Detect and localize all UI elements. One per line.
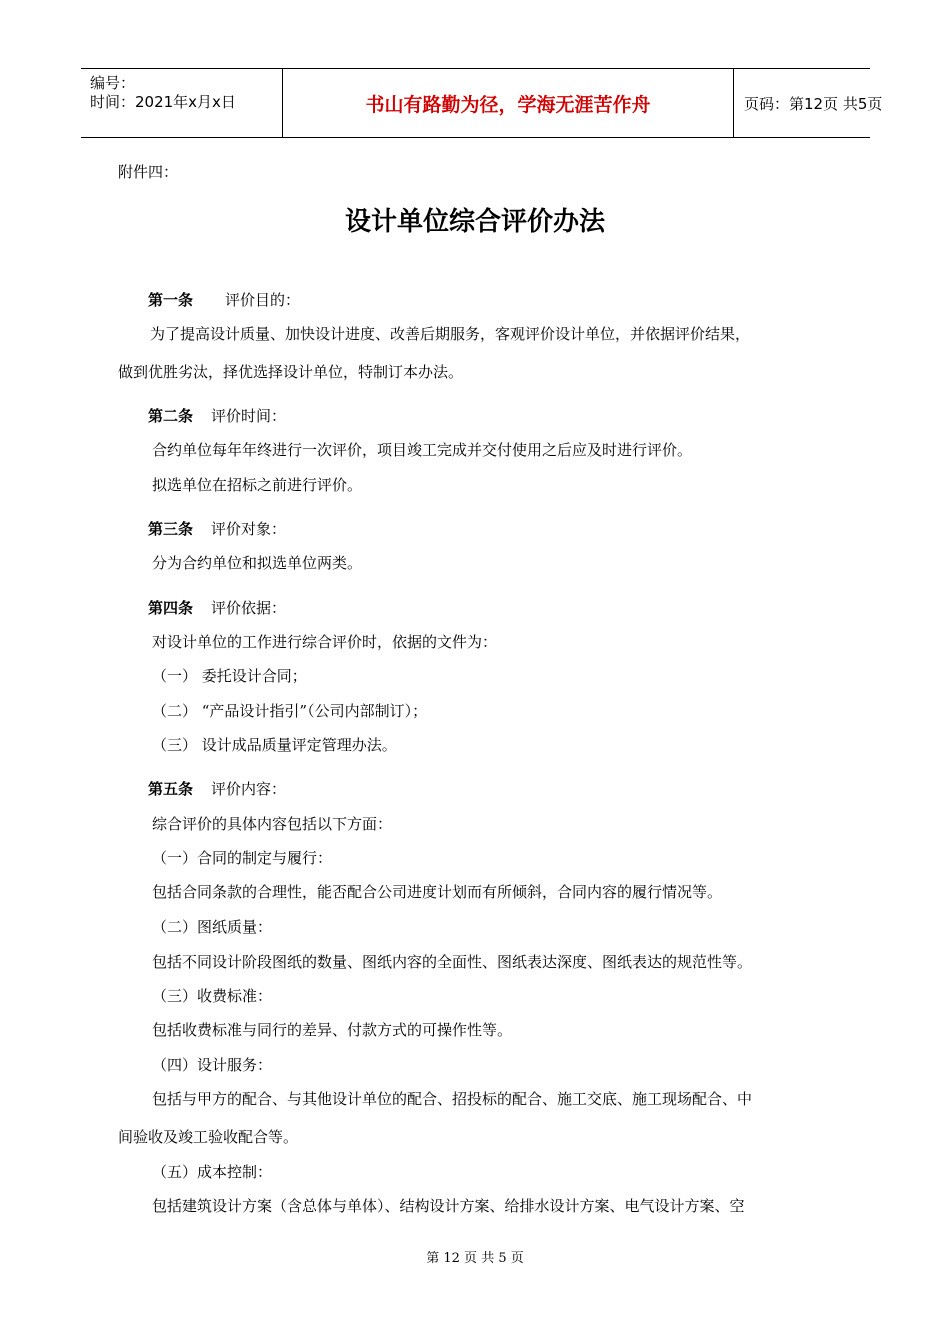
list-item: （一） 委托设计合同；	[152, 667, 307, 685]
paragraph: 合约单位每年年终进行一次评价，项目竣工完成并交付使用之后应及时进行评价。	[152, 441, 693, 459]
section-heading: （二）图纸质量：	[152, 918, 273, 936]
paragraph: 对设计单位的工作进行综合评价时，依据的文件为：	[152, 633, 498, 651]
list-item: （二） “产品设计指引”（公司内部制订）；	[152, 702, 428, 720]
paragraph: 综合评价的具体内容包括以下方面：	[152, 815, 393, 833]
paragraph: 包括收费标准与同行的差异、付款方式的可操作性等。	[152, 1021, 513, 1039]
paragraph: 做到优胜劣汰，择优选择设计单位，特制订本办法。	[118, 363, 464, 381]
article-3-title: 评价对象：	[211, 520, 287, 538]
attachment-label: 附件四：	[118, 163, 179, 181]
document-title: 设计单位综合评价办法	[344, 207, 605, 237]
article-5-label: 第五条	[148, 780, 194, 798]
article-3-heading	[148, 519, 286, 539]
header-page-code: 页码：第12页 共5页	[744, 95, 883, 113]
article-4-label: 第四条	[148, 599, 194, 617]
article-4-title: 评价依据：	[211, 599, 287, 617]
article-2-heading	[148, 406, 286, 426]
article-1-title: 评价目的：	[225, 291, 301, 309]
section-heading: （三）收费标准：	[152, 987, 273, 1005]
article-4-heading	[148, 598, 286, 618]
paragraph: 为了提高设计质量、加快设计进度、改善后期服务，客观评价设计单位，并依据评价结果，	[150, 325, 751, 343]
paragraph: 拟选单位在招标之前进行评价。	[152, 476, 363, 494]
paragraph: 包括不同设计阶段图纸的数量、图纸内容的全面性、图纸表达深度、图纸表达的规范性等。	[152, 953, 753, 971]
header-motto: 书山有路勤为径，学海无涯苦作舟	[365, 94, 651, 116]
page-footer: 第 12 页 共 5 页	[426, 1251, 524, 1266]
header-motto-cell	[282, 69, 734, 137]
paragraph: 包括合同条款的合理性，能否配合公司进度计划而有所倾斜，合同内容的履行情况等。	[152, 883, 723, 901]
header-page-cell	[734, 69, 883, 137]
paragraph: 间验收及竣工验收配合等。	[118, 1128, 299, 1146]
paragraph: 分为合约单位和拟选单位两类。	[152, 554, 363, 572]
article-5-title: 评价内容：	[211, 780, 287, 798]
article-3-label: 第三条	[148, 520, 194, 538]
document-number: 编号：	[90, 74, 136, 92]
section-heading: （五）成本控制：	[152, 1163, 273, 1181]
article-5-heading	[148, 779, 286, 799]
article-2-label: 第二条	[148, 407, 194, 425]
document-time: 时间：2021年x月x日	[90, 93, 236, 111]
list-item: （三） 设计成品质量评定管理办法。	[152, 736, 397, 754]
paragraph: 包括与甲方的配合、与其他设计单位的配合、招投标的配合、施工交底、施工现场配合、中	[152, 1090, 753, 1108]
article-1-label: 第一条	[148, 291, 194, 309]
article-1-heading	[148, 290, 300, 310]
section-heading: （四）设计服务：	[152, 1056, 273, 1074]
header-info-cell	[81, 69, 282, 137]
article-2-title: 评价时间：	[211, 407, 287, 425]
paragraph: 包括建筑设计方案（含总体与单体）、结构设计方案、给排水设计方案、电气设计方案、空	[152, 1197, 745, 1215]
section-heading: （一）合同的制定与履行：	[152, 849, 333, 867]
page-header	[81, 68, 883, 138]
